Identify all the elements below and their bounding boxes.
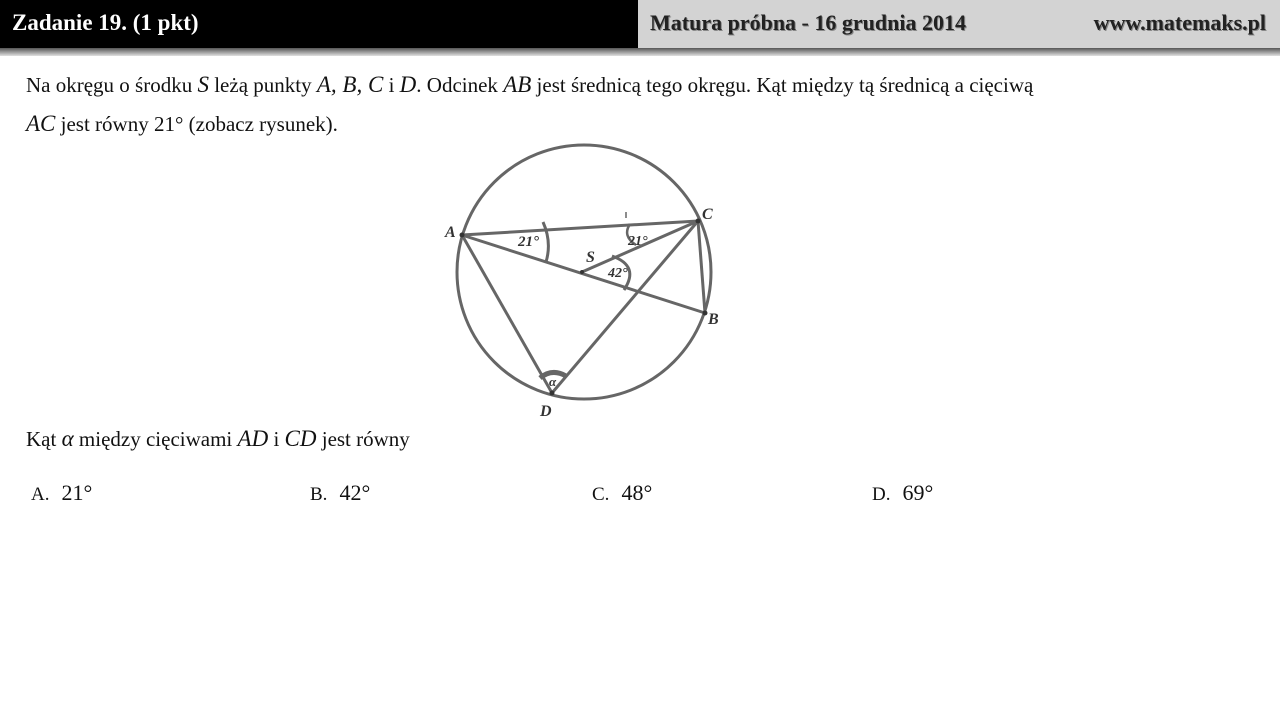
answer-value: 69° <box>902 480 934 505</box>
exam-name: Matura próbna - 16 grudnia 2014 <box>638 0 1030 48</box>
point-S <box>580 270 584 274</box>
text-segment: jest równy <box>55 112 154 136</box>
label-S: S <box>586 249 595 266</box>
header-bar <box>0 0 1280 48</box>
label-B: B <box>708 311 719 328</box>
answer-value: 42° <box>339 480 371 505</box>
text-segment: . Odcinek <box>416 73 504 97</box>
point-A <box>460 233 465 238</box>
text-segment: między cięciwami <box>73 427 238 451</box>
text-segment: jest średnicą tego okręgu. Kąt między tą średnicą a cięciwą <box>531 73 1034 97</box>
geometry-figure <box>440 140 740 425</box>
answer-value: 21° <box>61 480 93 505</box>
angle-label-C: 21° <box>628 234 648 249</box>
text-segment: i <box>383 73 400 97</box>
answer-options <box>0 480 1280 512</box>
label-A: A <box>445 224 456 241</box>
math-AC: AC <box>26 111 56 136</box>
chord-CD <box>552 221 698 393</box>
label-C: C <box>702 206 713 223</box>
text-segment: i <box>268 427 285 451</box>
task-title: Zadanie 19. (1 pkt) <box>0 0 638 48</box>
answer-label: D. <box>872 484 891 505</box>
answer-option-a[interactable] <box>31 480 92 506</box>
header-divider <box>0 48 1280 56</box>
answer-option-c[interactable] <box>592 480 652 506</box>
answer-option-b[interactable] <box>310 480 370 506</box>
angle-label-S: 42° <box>608 266 628 281</box>
label-D: D <box>540 403 552 420</box>
math-S: S <box>197 72 209 97</box>
angle-label-D: α <box>549 374 557 389</box>
problem-line-2 <box>26 109 338 139</box>
answer-value: 48° <box>621 480 653 505</box>
question-line <box>26 424 410 454</box>
point-B <box>703 311 708 316</box>
angle-label-A: 21° <box>518 234 539 250</box>
website-link[interactable]: www.matemaks.pl <box>1030 0 1280 48</box>
math-angle-21: 21° <box>153 112 184 136</box>
text-segment: Na okręgu o środku <box>26 73 198 97</box>
math-D: D <box>399 72 417 97</box>
math-AB: AB <box>503 72 532 97</box>
answer-label: A. <box>31 484 50 505</box>
chord-AC <box>462 221 698 235</box>
answer-option-d[interactable] <box>872 480 933 506</box>
point-C <box>696 219 701 224</box>
text-segment: jest równy <box>316 427 410 451</box>
text-segment: leżą punkty <box>208 73 317 97</box>
answer-label: B. <box>310 484 328 505</box>
math-points: A, B, C <box>316 72 384 97</box>
problem-line-1 <box>26 70 1033 100</box>
math-alpha: α <box>61 426 74 451</box>
point-D <box>550 391 555 396</box>
text-segment: Kąt <box>26 427 62 451</box>
text-segment: (zobacz rysunek). <box>183 112 338 136</box>
math-CD: CD <box>284 426 317 451</box>
answer-label: C. <box>592 484 610 505</box>
math-AD: AD <box>237 426 269 451</box>
angle-arc-A <box>543 222 548 262</box>
